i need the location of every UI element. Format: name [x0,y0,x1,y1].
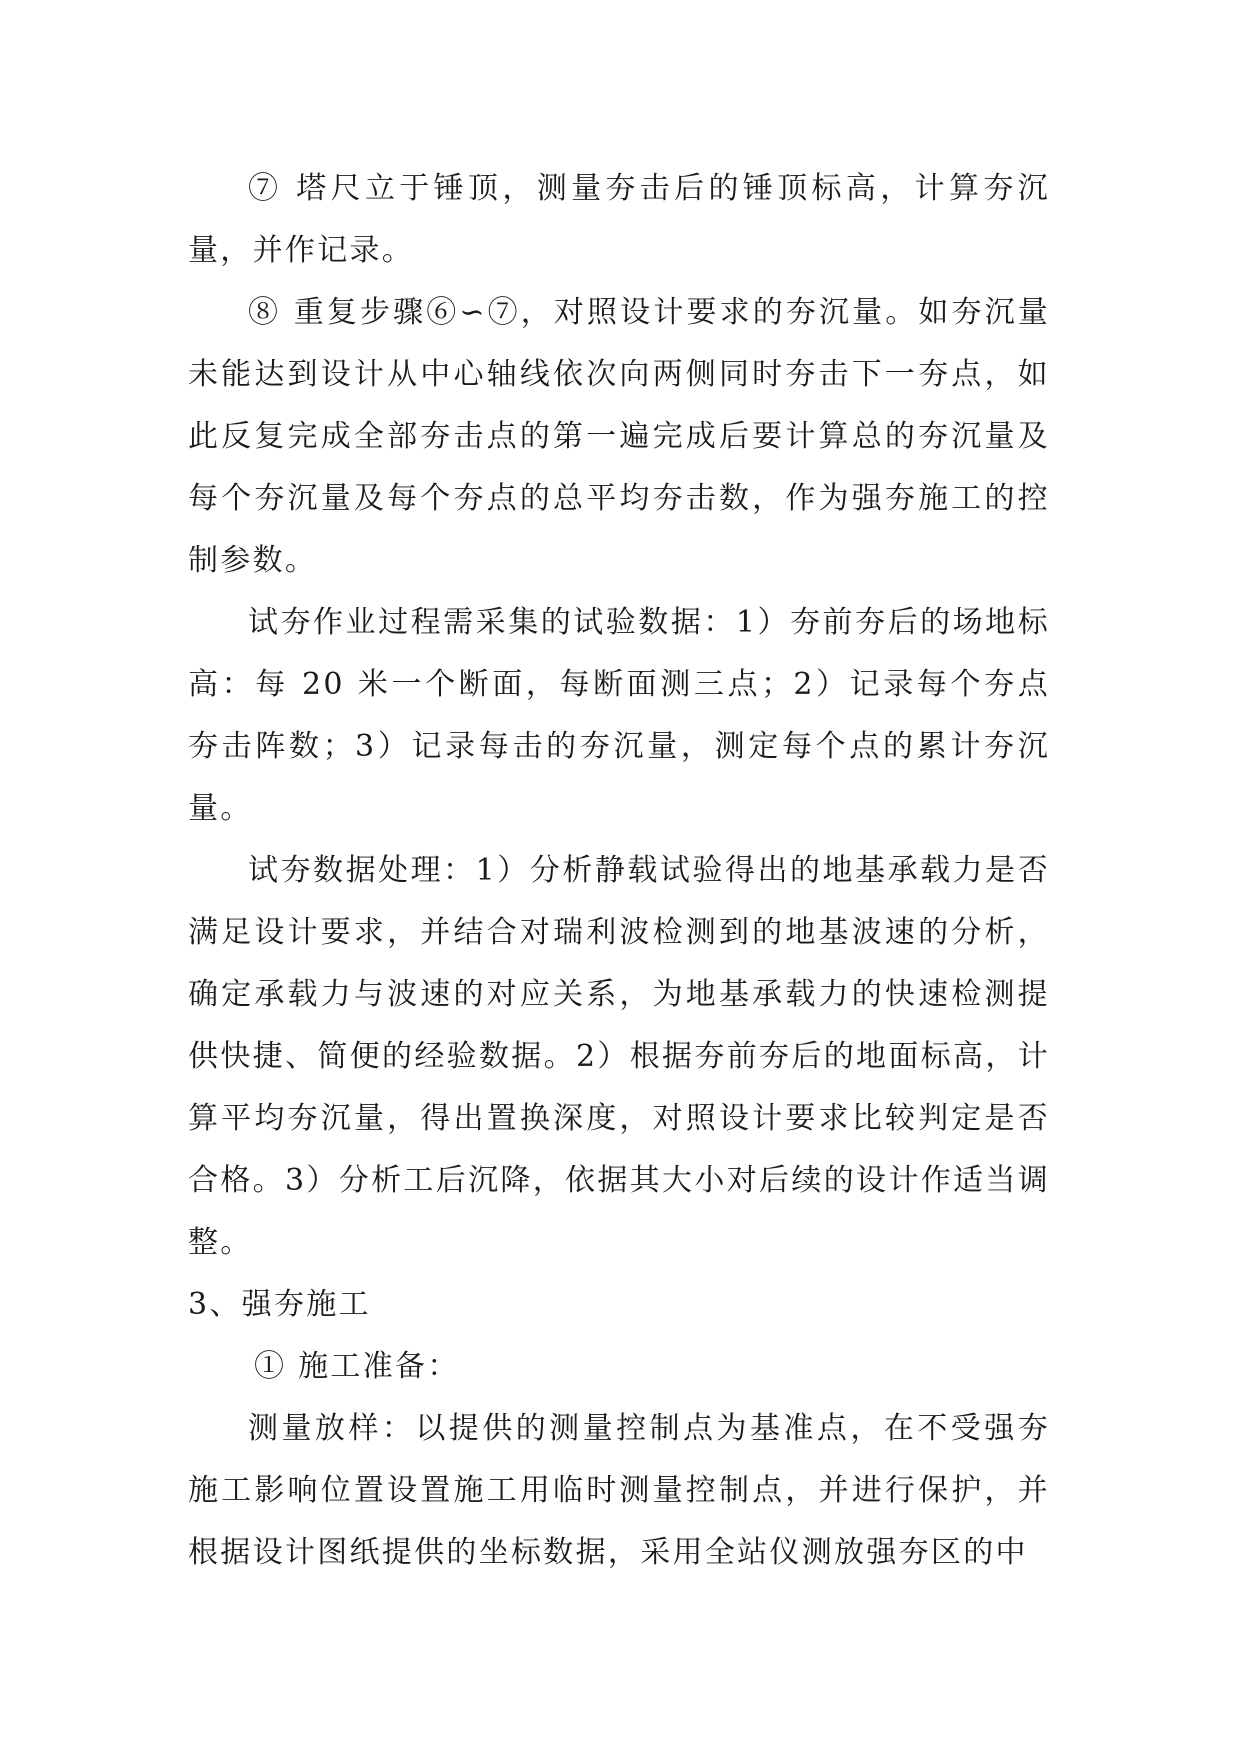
paragraph-step-8: ⑧ 重复步骤⑥∽⑦，对照设计要求的夯沉量。如夯沉量未能达到设计从中心轴线依次向两侧同时夯击下一夯点，如此反复完成全部夯击点的第一遍完成后要计算总的夯沉量及每个夯沉量及每个夯点的总平均夯击数，作为强夯施工的控制参数。 [188,295,1050,578]
sub-heading: ① 施工准备： [254,1349,460,1384]
document-body [188,158,1050,1584]
paragraph-trial-data: 试夯作业过程需采集的试验数据：1）夯前夯后的场地标高：每 20 米一个断面，每断面测三点；2）记录每个夯点夯击阵数；3）记录每击的夯沉量，测定每个点的累计夯沉量。 [188,605,1050,826]
section-heading: 3、强夯施工 [188,1287,371,1322]
paragraph-survey-layout: 测量放样：以提供的测量控制点为基准点，在不受强夯施工影响位置设置施工用临时测量控制点，并进行保护，并根据设计图纸提供的坐标数据，采用全站仪测放强夯区的中 [188,1411,1050,1570]
paragraph-data-processing: 试夯数据处理：1）分析静载试验得出的地基承载力是否满足设计要求，并结合对瑞利波检测到的地基波速的分析，确定承载力与波速的对应关系，为地基承载力的快速检测提供快捷、简便的经验数据。2）根据夯前夯后的地面标高，计算平均夯沉量，得出置换深度，对照设计要求比较判定是否合格。3）分析工后沉降，依据其大小对后续的设计作适当调整。 [188,853,1050,1260]
paragraph-step-7: ⑦ 塔尺立于锤顶，测量夯击后的锤顶标高，计算夯沉量，并作记录。 [188,171,1050,268]
